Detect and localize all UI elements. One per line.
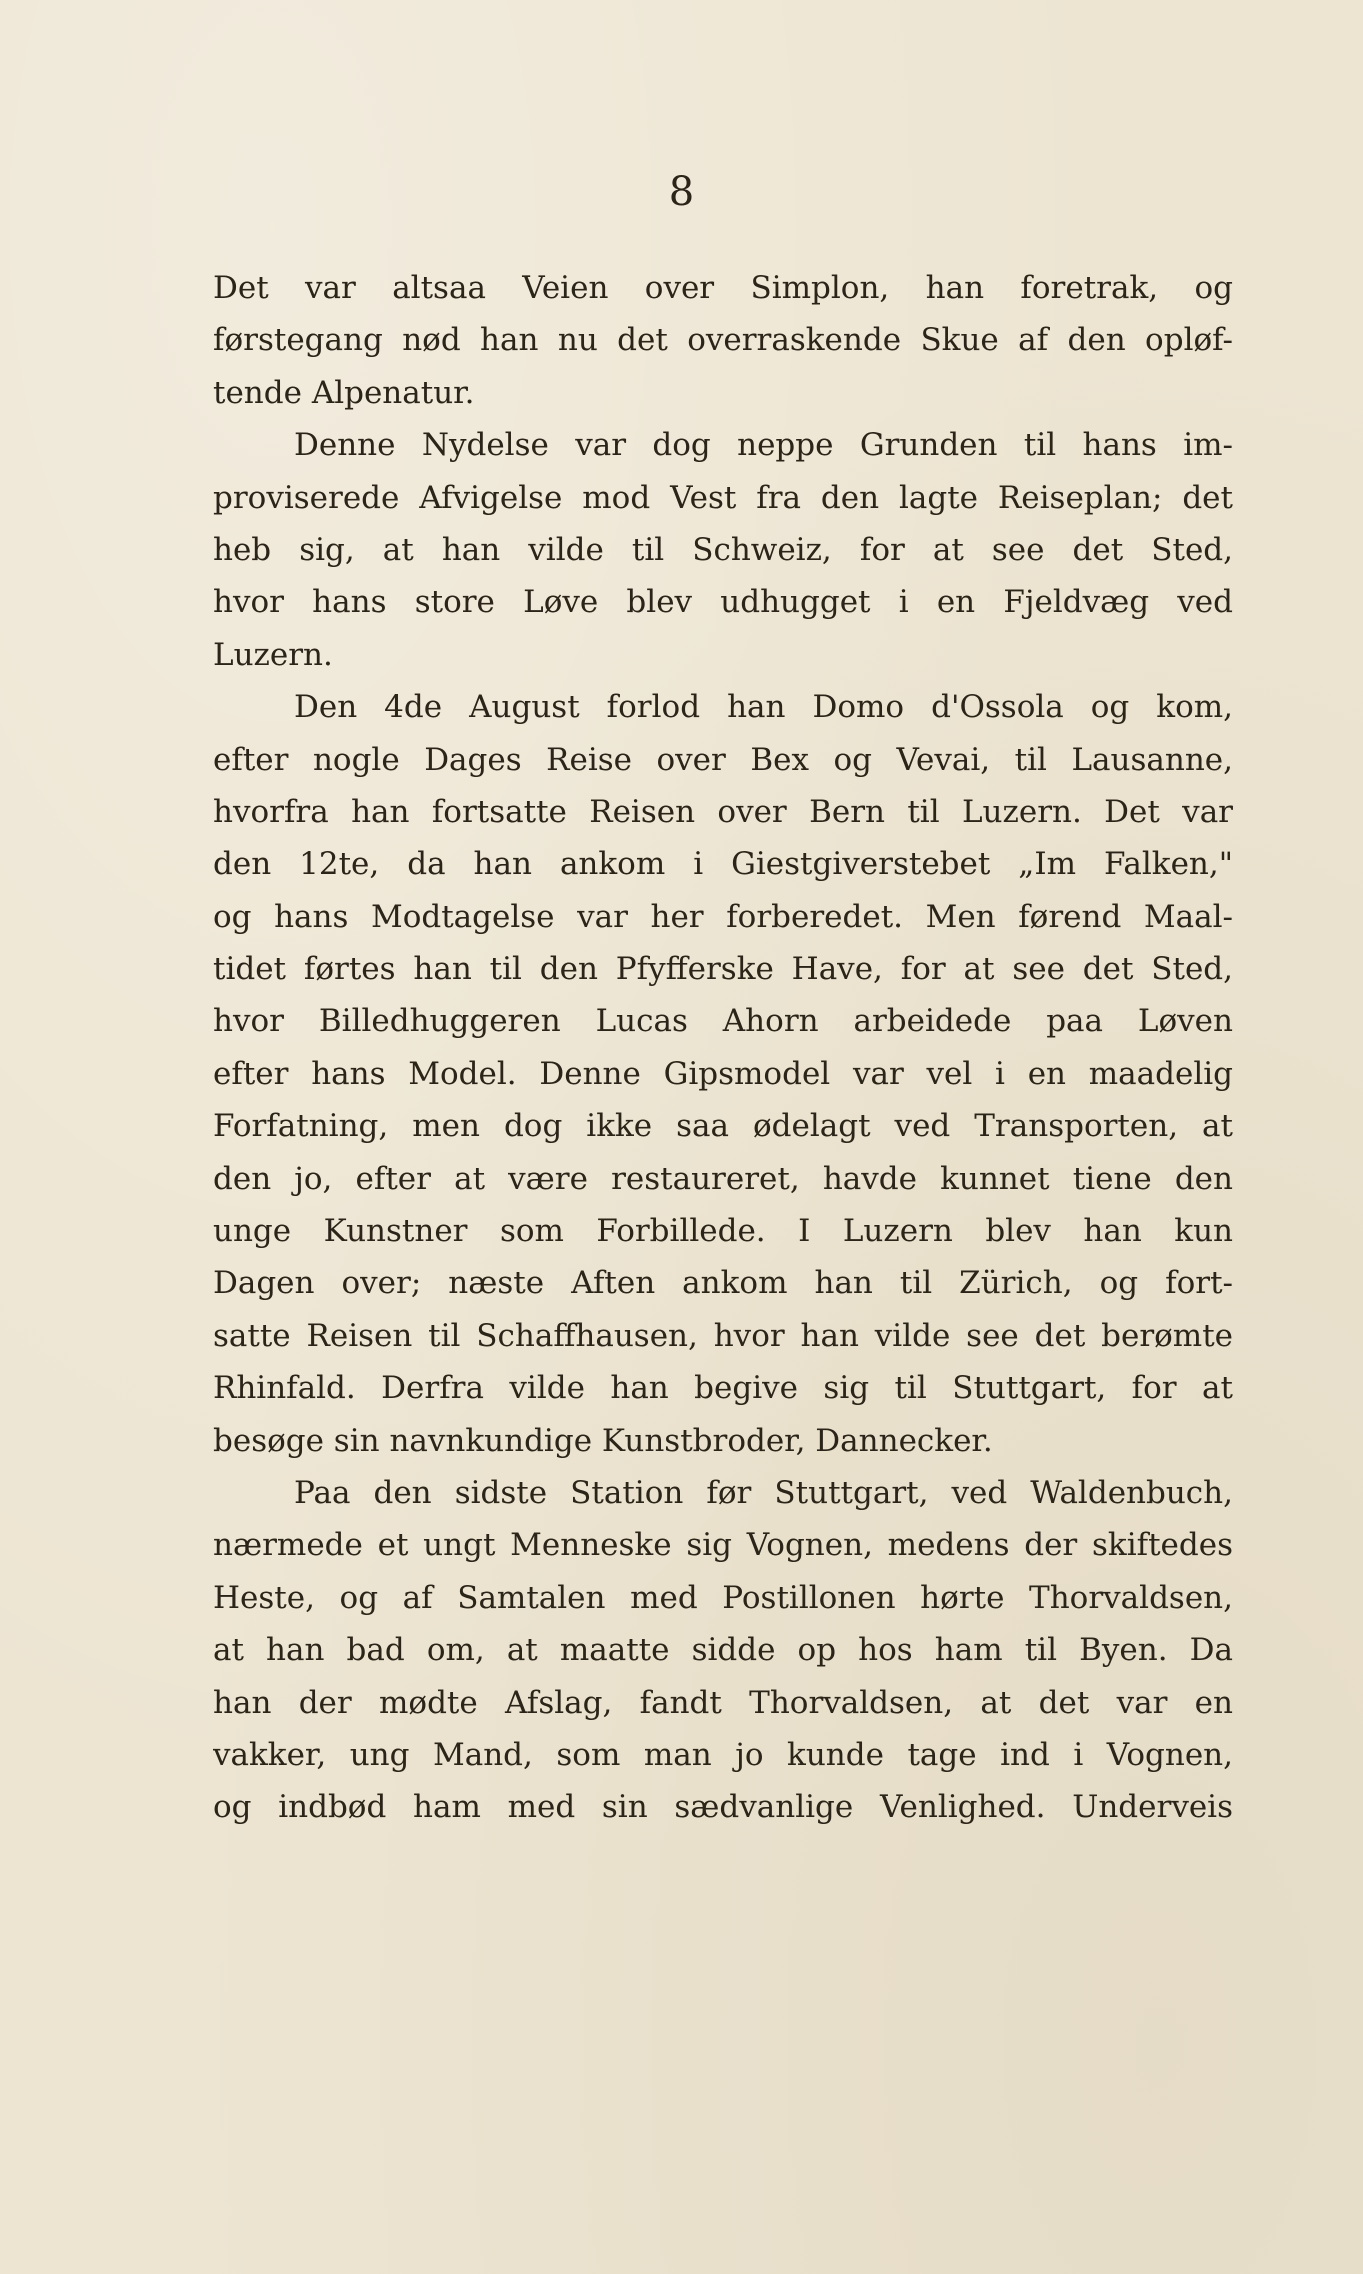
text-line: Heste, og af Samtalen med Postillonen hørte Thorvaldsen, bbox=[213, 1579, 1233, 1616]
text-line: Luzern. bbox=[213, 636, 333, 673]
text-line: nærmede et ungt Menneske sig Vognen, medens der skiftedes bbox=[213, 1527, 1233, 1564]
text-line: heb sig, at han vilde til Schweiz, for at see det Sted, bbox=[213, 531, 1233, 568]
page-number: 8 bbox=[668, 169, 695, 215]
text-line: han der mødte Afslag, fandt Thorvaldsen, at det var en bbox=[213, 1684, 1233, 1721]
text-line: og hans Modtagelse var her forberedet. Men førend Maal- bbox=[213, 898, 1233, 935]
text-line: besøge sin navnkundige Kunstbroder, Dannecker. bbox=[213, 1422, 993, 1459]
text-line: hvor Billedhuggeren Lucas Ahorn arbeidede paa Løven bbox=[213, 1003, 1233, 1040]
text-line: førstegang nød han nu det overraskende Skue af den opløf- bbox=[213, 322, 1233, 359]
text-line: Paa den sidste Station før Stuttgart, ved Waldenbuch, bbox=[294, 1474, 1233, 1511]
text-line: efter hans Model. Denne Gipsmodel var vel i en maadelig bbox=[213, 1055, 1233, 1092]
text-line: tende Alpenatur. bbox=[213, 374, 475, 411]
body-text bbox=[213, 262, 1233, 1834]
text-line: hvor hans store Løve blev udhugget i en Fjeldvæg ved bbox=[213, 584, 1233, 621]
text-line: og indbød ham med sin sædvanlige Venlighed. Underveis bbox=[213, 1789, 1233, 1826]
text-line: den 12te, da han ankom i Giestgiverstebet „Im Falken," bbox=[213, 846, 1233, 883]
text-line: Det var altsaa Veien over Simplon, han foretrak, og bbox=[213, 270, 1233, 306]
text-line: Forfatning, men dog ikke saa ødelagt ved Transporten, at bbox=[213, 1108, 1233, 1145]
text-line: unge Kunstner som Forbillede. I Luzern blev han kun bbox=[213, 1213, 1233, 1250]
text-line: den jo, efter at være restaureret, havde kunnet tiene den bbox=[213, 1160, 1233, 1197]
text-line: hvorfra han fortsatte Reisen over Bern til Luzern. Det var bbox=[213, 793, 1233, 830]
text-line: proviserede Afvigelse mod Vest fra den lagte Reiseplan; det bbox=[213, 479, 1233, 516]
text-line: satte Reisen til Schaffhausen, hvor han vilde see det berømte bbox=[213, 1317, 1233, 1354]
text-line: tidet førtes han til den Pfyfferske Have, for at see det Sted, bbox=[213, 951, 1233, 988]
text-line: Rhinfald. Derfra vilde han begive sig til Stuttgart, for at bbox=[213, 1370, 1233, 1407]
text-line: efter nogle Dages Reise over Bex og Vevai, til Lausanne, bbox=[213, 741, 1233, 778]
text-line: at han bad om, at maatte sidde op hos ham til Byen. Da bbox=[213, 1632, 1233, 1669]
text-line: vakker, ung Mand, som man jo kunde tage ind i Vognen, bbox=[213, 1736, 1233, 1773]
text-line: Dagen over; næste Aften ankom han til Zürich, og fort- bbox=[213, 1265, 1233, 1302]
text-line: Den 4de August forlod han Domo d'Ossola og kom, bbox=[294, 689, 1233, 726]
text-line: Denne Nydelse var dog neppe Grunden til hans im- bbox=[294, 427, 1233, 464]
